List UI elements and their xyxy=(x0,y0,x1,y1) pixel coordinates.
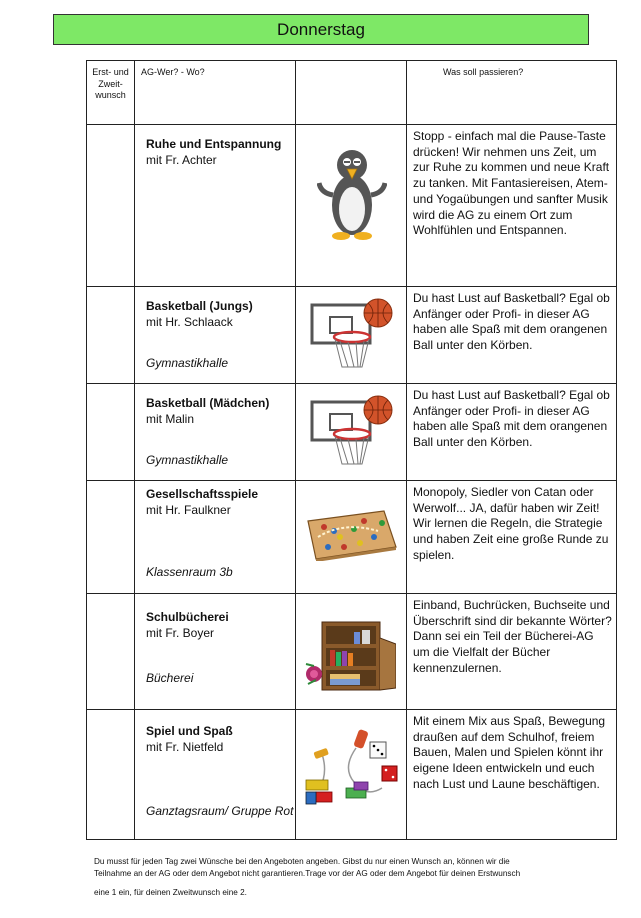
ag-image-cell xyxy=(296,125,407,287)
page-title: Donnerstag xyxy=(53,14,589,45)
ag-teacher: mit Malin xyxy=(146,411,195,426)
ag-title: Schulbücherei xyxy=(146,610,229,624)
table-row xyxy=(87,384,617,481)
ag-name-cell xyxy=(135,710,296,840)
ag-description: Monopoly, Siedler von Catan oder Werwolf... JA, dafür haben wir Zeit! Wir lernen die Regeln, die Strategie und haben Zeit eine große Runde zu spielen. xyxy=(407,481,617,594)
wish-input-cell[interactable] xyxy=(87,710,135,840)
bookshelf-icon xyxy=(304,618,396,696)
ag-name-cell xyxy=(135,481,296,594)
ag-location: Klassenraum 3b xyxy=(146,565,233,579)
ag-description: Mit einem Mix aus Spaß, Bewegung draußen auf dem Schulhof, freiem Bauen, Malen und Spielen könnt ihr eigene Ideen entwickeln und euch nach Lust und Laune beschäftigen. xyxy=(407,710,617,840)
ag-name-cell xyxy=(135,594,296,710)
ag-teacher: mit Fr. Achter xyxy=(146,152,217,167)
ag-title: Basketball (Mädchen) xyxy=(146,396,270,410)
ag-location: Ganztagsraum/ Gruppe Rot xyxy=(146,804,294,818)
ag-image-cell xyxy=(296,594,407,710)
table-row xyxy=(87,125,617,287)
ag-name-cell xyxy=(135,287,296,384)
wish-input-cell[interactable] xyxy=(87,125,135,287)
footer-note-line-1: Du musst für jeden Tag zwei Wünsche bei den Angeboten angeben. Gibst du nur einen Wunsch an, können wir die xyxy=(94,857,510,866)
ag-location: Gymnastikhalle xyxy=(146,453,229,467)
ag-teacher: mit Hr. Faulkner xyxy=(146,502,231,517)
ag-table xyxy=(86,60,617,840)
wish-input-cell[interactable] xyxy=(87,594,135,710)
ag-teacher: mit Hr. Schlaack xyxy=(146,314,233,329)
ag-name-cell xyxy=(135,125,296,287)
footer-note-line-2: Teilnahme an der AG oder dem Angebot nicht garantieren.Trage vor der AG oder dem Angebot für deinen Erstwunsch xyxy=(94,869,521,878)
header-ag: AG-Wer? - Wo? xyxy=(135,61,296,125)
footer-note-line-3: eine 1 ein, für deinen Zweitwunsch eine 2. xyxy=(94,888,247,897)
header-image xyxy=(296,61,407,125)
ag-description: Du hast Lust auf Basketball? Egal ob Anfänger oder Profi- in dieser AG haben alle Spaß mit dem orangenen Ball unter den Körben. xyxy=(407,287,617,384)
ag-image-cell xyxy=(296,710,407,840)
table-header-row xyxy=(87,61,617,125)
wish-input-cell[interactable] xyxy=(87,481,135,594)
table-row xyxy=(87,710,617,840)
ag-image-cell xyxy=(296,287,407,384)
basketball-hoop-icon xyxy=(310,297,394,377)
wish-input-cell[interactable] xyxy=(87,287,135,384)
board-game-icon xyxy=(304,507,398,561)
ag-location: Bücherei xyxy=(146,671,194,685)
ag-description: Du hast Lust auf Basketball? Egal ob Anfänger oder Profi- in dieser AG haben alle Spaß mit dem orangenen Ball unter den Körben. xyxy=(407,384,617,481)
ag-image-cell xyxy=(296,481,407,594)
ag-title: Spiel und Spaß xyxy=(146,724,233,738)
ag-teacher: mit Fr. Nietfeld xyxy=(146,739,224,754)
table-row xyxy=(87,594,617,710)
ag-image-cell xyxy=(296,384,407,481)
ag-location: Gymnastikhalle xyxy=(146,356,229,370)
ag-teacher: mit Fr. Boyer xyxy=(146,625,215,640)
meditating-crow-icon xyxy=(317,143,387,243)
table-row xyxy=(87,481,617,594)
ag-title: Basketball (Jungs) xyxy=(146,299,253,313)
ag-description: Einband, Buchrücken, Buchseite und Überschrift sind dir bekannte Wörter? Dann sei ein Teil der Bücherei-AG um die Vielfalt der Bücher kennenzulernen. xyxy=(407,594,617,710)
header-what: Was soll passieren? xyxy=(407,61,617,125)
header-wish: Erst- und Zweit- wunsch xyxy=(87,61,135,125)
wish-input-cell[interactable] xyxy=(87,384,135,481)
ag-name-cell xyxy=(135,384,296,481)
toys-icon xyxy=(302,728,398,824)
ag-title: Ruhe und Entspannung xyxy=(146,137,282,151)
ag-title: Gesellschaftsspiele xyxy=(146,487,259,501)
basketball-hoop-icon xyxy=(310,394,394,474)
ag-description: Stopp - einfach mal die Pause-Taste drücken! Wir nehmen uns Zeit, um zur Ruhe zu kommen und neue Kraft zu tanken. Mit Fantasiereisen, Atem- und Yogaübungen und sanfter Musik wird die AG zu einem Ort zum Wohlfühlen und Entspannen. xyxy=(407,125,617,287)
table-row xyxy=(87,287,617,384)
